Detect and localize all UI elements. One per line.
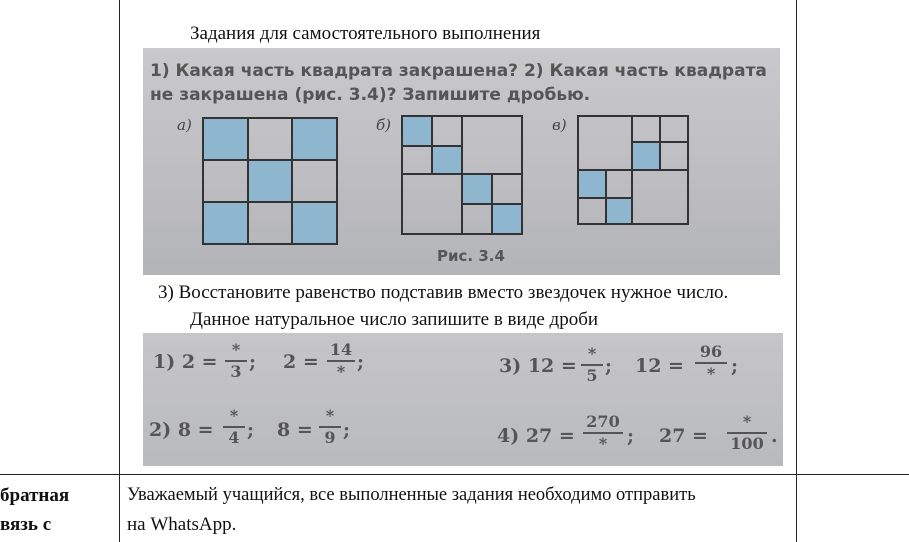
eq2a-numerator: * — [229, 406, 239, 425]
square-a — [201, 116, 339, 246]
question-line-1: 1) Какая часть квадрата закрашена? 2) Какая часть квадрата — [150, 61, 767, 81]
eq4a-denominator: * — [598, 434, 608, 453]
feedback-label-line-2: вязь с — [0, 514, 52, 535]
eq4a-fraction — [583, 413, 623, 453]
eq3b-semicolon: ; — [731, 355, 739, 377]
eq3-prefix: 3) 12 = — [499, 355, 577, 377]
eq4a-numerator: 270 — [586, 412, 620, 431]
eq4b-denominator: 100 — [730, 434, 764, 453]
task3-line-2: Данное натуральное число запишите в виде дроби — [190, 309, 599, 330]
table-border-left — [119, 0, 120, 542]
eq3a-denominator: 5 — [586, 366, 598, 385]
eq1-mid: 2 = — [283, 351, 319, 373]
eq2-prefix: 2) 8 = — [149, 419, 214, 441]
eq2b-fraction — [319, 407, 341, 447]
square-c — [576, 114, 690, 226]
eq3a-semicolon: ; — [605, 355, 613, 377]
eq2a-semicolon: ; — [247, 419, 255, 441]
figure-photo-equations — [143, 333, 783, 466]
section-title: Задания для самостоятельного выполнения — [190, 23, 541, 44]
question-line-2: не закрашена (рис. 3.4)? Запишите дробью. — [150, 85, 591, 105]
label-b: б) — [376, 116, 392, 134]
figure-photo-squares — [143, 48, 780, 275]
eq3a-fraction — [581, 345, 603, 385]
figure-caption: Рис. 3.4 — [437, 247, 505, 265]
eq4-mid: 27 = — [659, 425, 708, 447]
eq2a-denominator: 4 — [228, 428, 240, 447]
eq1a-fraction — [225, 341, 247, 381]
table-border-right — [796, 0, 797, 542]
eq3a-numerator: * — [587, 344, 597, 363]
eq2b-numerator: * — [325, 406, 335, 425]
eq1b-fraction — [327, 341, 355, 381]
task3-line-1: 3) Восстановите равенство подставив вместо звездочек нужное число. — [158, 282, 729, 303]
eq4b-numerator: * — [742, 412, 752, 431]
eq4-prefix: 4) 27 = — [497, 425, 575, 447]
eq1a-semicolon: ; — [249, 351, 257, 373]
eq3b-numerator: 96 — [699, 342, 723, 361]
eq4a-semicolon: ; — [627, 425, 635, 447]
eq2b-denominator: 9 — [324, 428, 336, 447]
label-c: в) — [552, 116, 567, 134]
eq4b-fraction — [727, 413, 767, 453]
label-a: а) — [177, 116, 192, 134]
eq3b-denominator: * — [706, 364, 716, 383]
eq1b-denominator: * — [336, 362, 346, 381]
square-b — [400, 114, 524, 238]
eq1-prefix: 1) 2 = — [153, 351, 218, 373]
eq1a-denominator: 3 — [230, 362, 242, 381]
eq3-mid: 12 = — [635, 355, 684, 377]
feedback-text-line-2: на WhatsApp. — [127, 514, 237, 535]
eq2a-fraction — [223, 407, 245, 447]
eq4b-dot: . — [771, 425, 778, 447]
eq1a-numerator: * — [231, 340, 241, 359]
table-row-divider — [0, 474, 909, 475]
eq1b-semicolon: ; — [357, 351, 365, 373]
eq2b-semicolon: ; — [343, 419, 351, 441]
eq2-mid: 8 = — [277, 419, 313, 441]
feedback-text-line-1: Уважаемый учащийся, все выполненные задания необходимо отправить — [127, 485, 696, 505]
eq1b-numerator: 14 — [329, 340, 353, 359]
feedback-label-line-1: братная — [0, 485, 70, 506]
eq3b-fraction — [695, 343, 727, 383]
